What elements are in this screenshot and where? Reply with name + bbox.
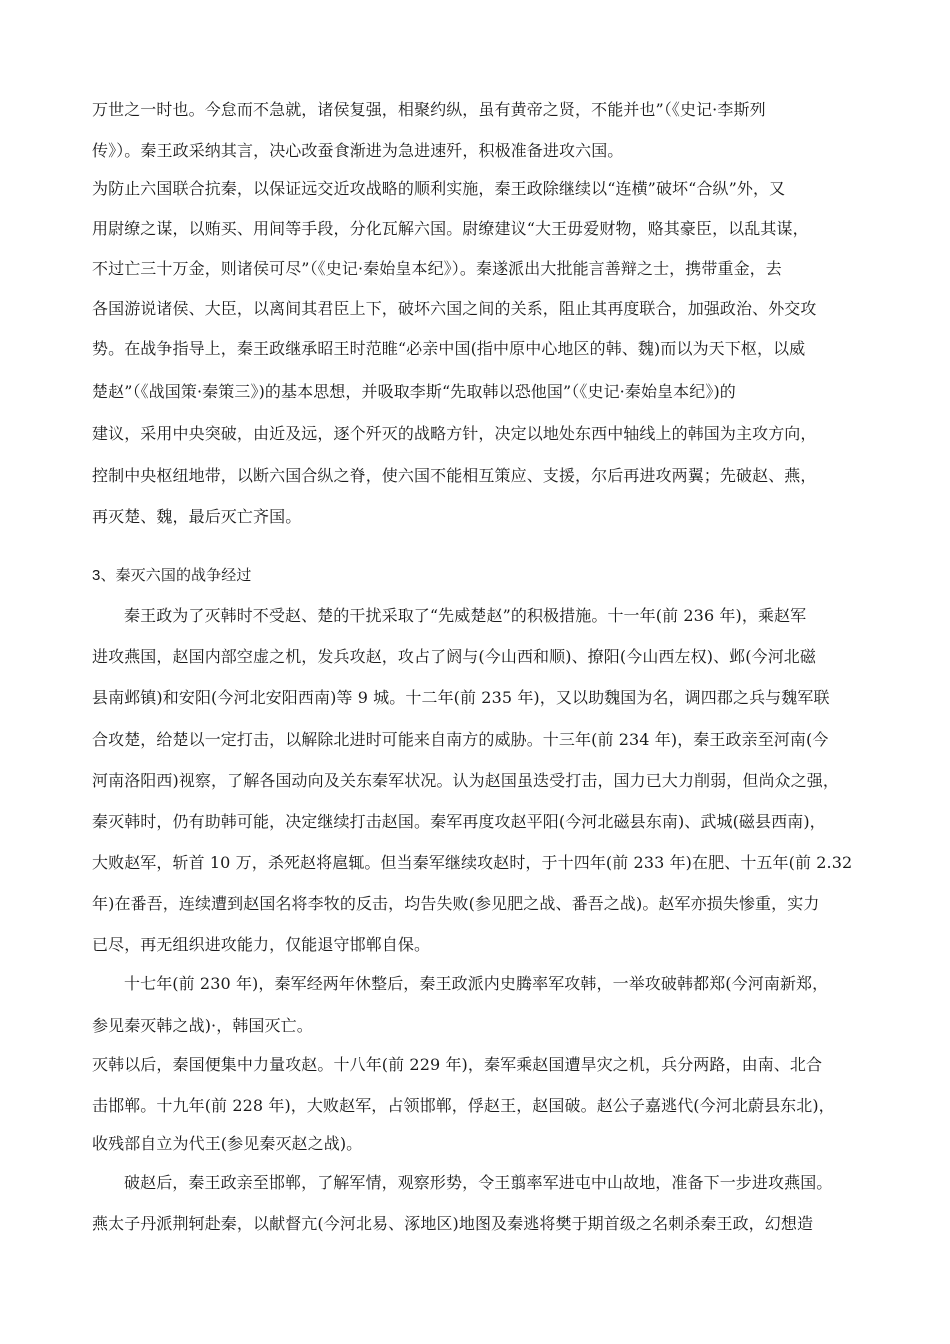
text-line: 万世之一时也。今怠而不急就，诸侯复强，相聚约纵，虽有黄帝之贤，不能并也”（《史记·李斯列 bbox=[92, 100, 766, 119]
section-heading: 3、秦灭六国的战争经过 bbox=[92, 567, 252, 584]
text-line: 用尉缭之谋，以贿买、用间等手段，分化瓦解六国。尉缭建议“大王毋爱财物，赂其豪臣，以乱其谋， bbox=[92, 219, 809, 238]
text-line: 击邯郸。十九年(前 228 年)，大败赵军，占领邯郸，俘赵王，赵国破。赵公子嘉逃代(今河北蔚县东北)， bbox=[92, 1096, 835, 1115]
text-line: 秦灭韩时，仍有助韩可能，决定继续打击赵国。秦军再度攻赵平阳(今河北磁县东南)、武城(磁县西南)， bbox=[92, 812, 826, 831]
text-line: 各国游说诸侯、大臣，以离间其君臣上下，破坏六国之间的关系，阻止其再度联合，加强政治、外交攻 bbox=[92, 299, 817, 318]
text-line: 县南邺镇)和安阳(今河北安阳西南)等 9 城。十二年(前 235 年)，又以助魏国为名，调四郡之兵与魏军联 bbox=[92, 688, 830, 707]
text-line: 为防止六国联合抗秦，以保证远交近攻战略的顺利实施，秦王政除继续以“连横”破坏“合纵”外，又 bbox=[92, 179, 786, 198]
text-line: 合攻楚，给楚以一定打击，以解除北进时可能来自南方的威胁。十三年(前 234 年)，秦王政亲至河南(今 bbox=[92, 730, 829, 749]
text-line: 再灭楚、魏，最后灭亡齐国。 bbox=[92, 507, 302, 526]
text-line: 传》）。秦王政采纳其言，决心改蚕食渐进为急进速歼，积极准备进攻六国。 bbox=[92, 141, 624, 160]
text-line: 十七年(前 230 年)，秦军经两年休整后，秦王政派内史腾率军攻韩，一举攻破韩都郑(今河南新郑， bbox=[124, 974, 829, 993]
text-line: 河南洛阳西)视察，了解各国动向及关东秦军状况。认为赵国虽迭受打击，国力已大力削弱，但尚众之强， bbox=[92, 771, 839, 790]
text-line: 建议，采用中央突破，由近及远，逐个歼灭的战略方针，决定以地处东西中轴线上的韩国为主攻方向， bbox=[92, 424, 817, 443]
text-line: 进攻燕国，赵国内部空虚之机，发兵攻赵，攻占了阏与(今山西和顺)、撩阳(今山西左权)、邺(今河北磁 bbox=[92, 647, 817, 666]
text-line: 年)在番吾，连续遭到赵国名将李牧的反击，均告失败(参见肥之战、番吾之战)。赵军亦损失惨重，实力 bbox=[92, 894, 820, 913]
text-line: 大败赵军，斩首 10 万，杀死赵将扈辄。但当秦军继续攻赵时，于十四年(前 233 年)在肥、十五年(前 2.32 bbox=[92, 853, 853, 872]
text-line: 控制中央枢纽地带，以断六国合纵之脊，使六国不能相互策应、支援，尔后再进攻两翼；先破赵、燕， bbox=[92, 466, 817, 485]
text-line: 已尽，再无组织进攻能力，仅能退守邯郸自保。 bbox=[92, 935, 431, 954]
text-line: 燕太子丹派荆轲赴秦，以献督亢(今河北易、涿地区)地图及秦逃将樊于期首级之名刺杀秦王政，幻想造 bbox=[92, 1214, 814, 1233]
text-line: 不过亡三十万金，则诸侯可尽”（《史记·秦始皇本纪》）。秦遂派出大批能言善辩之士，携带重金，去 bbox=[92, 259, 782, 278]
text-line: 破赵后，秦王政亲至邯郸，了解军情，观察形势，令王翦率军进屯中山故地，准备下一步进攻燕国。 bbox=[124, 1173, 833, 1192]
text-line: 势。在战争指导上，秦王政继承昭王时范睢“必亲中国(指中原中心地区的韩、魏)而以为天下枢，以威 bbox=[92, 339, 806, 358]
text-line: 楚赵”（《战国策·秦策三》)的基本思想，并吸取李斯“先取韩以恐他国”（《史记·秦始皇本纪》)的 bbox=[92, 382, 736, 401]
text-line: 秦王政为了灭韩时不受赵、楚的干扰采取了“先威楚赵”的积极措施。十一年(前 236 年)，乘赵军 bbox=[124, 606, 807, 625]
text-line: 收残部自立为代王(参见秦灭赵之战)。 bbox=[92, 1134, 363, 1153]
text-line: 灭韩以后，秦国便集中力量攻赵。十八年(前 229 年)，秦军乘赵国遭旱灾之机，兵分两路，由南、北合 bbox=[92, 1055, 823, 1074]
text-line: 参见秦灭韩之战)·，韩国灭亡。 bbox=[92, 1016, 313, 1035]
